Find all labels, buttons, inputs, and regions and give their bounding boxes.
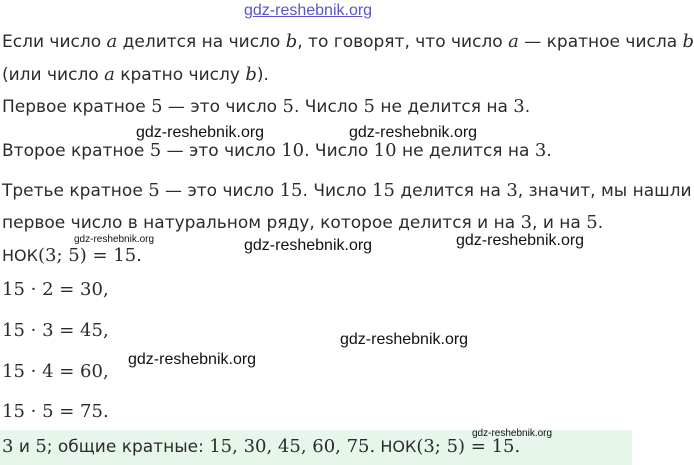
text-segment: (или число bbox=[2, 65, 105, 85]
text-segment: — это число bbox=[162, 97, 283, 117]
number: 3 bbox=[2, 436, 14, 457]
number: 3 bbox=[534, 140, 547, 161]
third-multiple-line-1 bbox=[2, 181, 692, 201]
number: 15 bbox=[279, 180, 303, 201]
text-segment: . bbox=[524, 97, 531, 117]
text-segment: не делится на bbox=[374, 97, 514, 117]
number: 3 bbox=[506, 180, 518, 201]
watermark: gdz-reshebnik.org bbox=[340, 331, 469, 348]
watermark: gdz-reshebnik.org bbox=[244, 237, 373, 254]
definition-line-2 bbox=[2, 65, 269, 85]
text-segment: кратно числу bbox=[114, 65, 246, 85]
lcm-line bbox=[2, 246, 142, 266]
number: 5 bbox=[586, 212, 598, 233]
answer-line bbox=[2, 437, 520, 457]
second-multiple-line bbox=[2, 141, 552, 161]
number: 5 bbox=[149, 140, 162, 161]
first-multiple-line bbox=[2, 97, 530, 117]
text-segment: . Число bbox=[293, 97, 364, 117]
common-multiples: 15, 30, 45, 60, 75. bbox=[209, 436, 376, 457]
number: 5 bbox=[35, 436, 47, 457]
variable-b: b bbox=[682, 31, 694, 52]
watermark: gdz-reshebnik.org bbox=[74, 234, 155, 245]
number: 5 bbox=[151, 96, 163, 117]
number: 5 bbox=[282, 96, 294, 117]
text-segment: Второе кратное bbox=[2, 141, 150, 161]
text-segment: не делится на bbox=[396, 141, 535, 161]
text-segment: . Число bbox=[302, 181, 373, 201]
number: 5 bbox=[363, 96, 375, 117]
text-segment: . bbox=[597, 213, 604, 233]
number: 3 bbox=[520, 212, 533, 233]
variable-b: b bbox=[285, 31, 298, 52]
calculation-line: 15 · 3 = 45, bbox=[2, 320, 109, 341]
calculation-line: 15 · 2 = 30, bbox=[2, 279, 109, 300]
number: 3 bbox=[513, 96, 525, 117]
text-segment: — это число bbox=[161, 141, 282, 161]
variable-a: a bbox=[508, 31, 519, 52]
lcm-expression: (3; 5) = 15. bbox=[416, 436, 521, 457]
third-multiple-line-2 bbox=[2, 213, 603, 233]
text-segment: ; общие кратные: bbox=[46, 437, 210, 457]
number: 15 bbox=[372, 180, 395, 201]
text-segment: — кратное числа bbox=[518, 32, 683, 52]
variable-a: a bbox=[106, 31, 118, 52]
text-segment: . bbox=[546, 141, 552, 161]
text-segment: первое число в натуральном ряду, которое делится и на bbox=[2, 213, 521, 233]
calculation-line: 15 · 4 = 60, bbox=[2, 361, 109, 382]
lcm-expression: (3; 5) = 15. bbox=[37, 245, 142, 266]
text-segment: — это число bbox=[159, 181, 280, 201]
text-segment: делится на число bbox=[117, 32, 286, 52]
text-segment: Первое кратное bbox=[2, 97, 152, 117]
watermark: gdz-reshebnik.org bbox=[472, 428, 553, 439]
definition-line-1 bbox=[2, 32, 694, 52]
text-segment: , то говорят, что число bbox=[297, 32, 509, 52]
number: 5 bbox=[148, 180, 160, 201]
text-segment: , и на bbox=[532, 213, 587, 233]
text-segment: и bbox=[13, 437, 36, 457]
watermark-link: gdz-reshebnik.org bbox=[244, 2, 373, 19]
watermark: gdz-reshebnik.org bbox=[456, 232, 585, 249]
lcm-label: НОК bbox=[2, 246, 38, 265]
watermark: gdz-reshebnik.org bbox=[349, 124, 478, 141]
watermark: gdz-reshebnik.org bbox=[128, 351, 257, 368]
text-segment: Третье кратное bbox=[2, 181, 149, 201]
text-segment: Если число bbox=[2, 32, 107, 52]
text-segment: , значит, мы нашли bbox=[517, 181, 692, 201]
watermark: gdz-reshebnik.org bbox=[136, 124, 265, 141]
text-segment: ). bbox=[256, 65, 269, 85]
text-segment: . Число bbox=[304, 141, 374, 161]
number: 10 bbox=[373, 140, 397, 161]
calculation-line: 15 · 5 = 75. bbox=[2, 401, 109, 422]
variable-b: b bbox=[245, 64, 257, 85]
lcm-label: НОК bbox=[375, 437, 417, 456]
text-segment: делится на bbox=[394, 181, 507, 201]
number: 10 bbox=[281, 140, 305, 161]
variable-a: a bbox=[104, 64, 115, 85]
